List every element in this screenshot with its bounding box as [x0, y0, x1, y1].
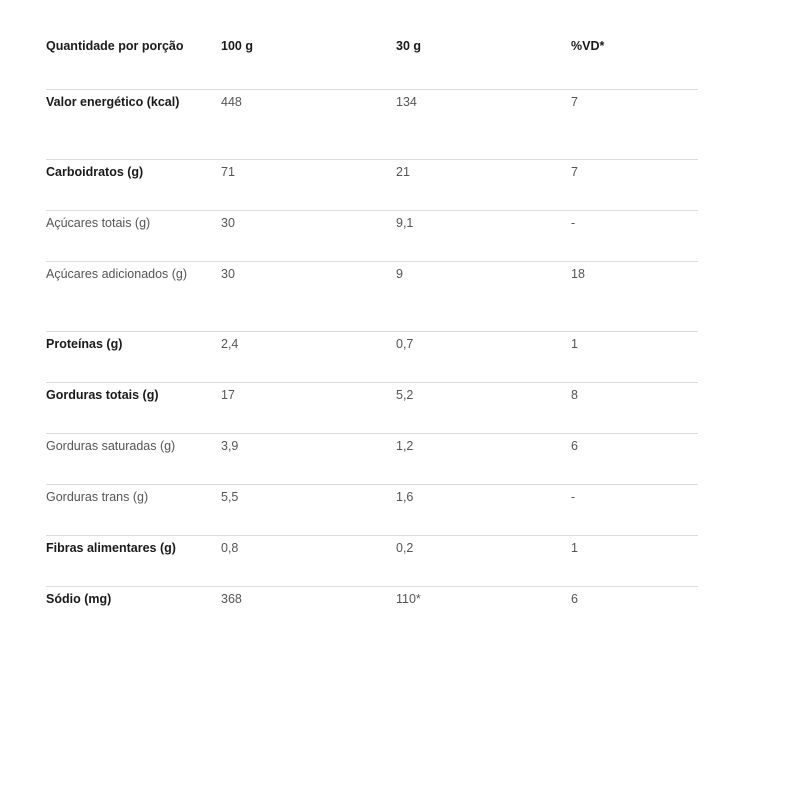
row-value-30g: 9	[396, 267, 403, 281]
row-value-30g: 0,7	[396, 337, 414, 351]
row-label: Sódio (mg)	[46, 592, 112, 606]
row-value-30g: 134	[396, 95, 417, 109]
table-row	[46, 160, 698, 211]
table-row	[46, 587, 698, 638]
row-value-30g: 9,1	[396, 216, 414, 230]
row-label: Açúcares totais (g)	[46, 216, 151, 230]
row-value-vd: 7	[571, 95, 578, 109]
row-value-vd: 6	[571, 439, 578, 453]
row-label: Gorduras trans (g)	[46, 490, 149, 504]
table-row	[46, 434, 698, 485]
row-value-vd: -	[571, 216, 576, 230]
row-value-100g: 71	[221, 165, 235, 179]
row-value-100g: 3,9	[221, 439, 239, 453]
row-value-vd: -	[571, 490, 576, 504]
table-row	[46, 332, 698, 383]
row-value-100g: 5,5	[221, 490, 239, 504]
row-value-vd: 8	[571, 388, 578, 402]
table-row	[46, 262, 698, 332]
row-value-30g: 110*	[396, 592, 421, 606]
row-label: Gorduras totais (g)	[46, 388, 159, 402]
table-row	[46, 90, 698, 160]
row-value-30g: 0,2	[396, 541, 414, 555]
row-value-100g: 368	[221, 592, 242, 606]
row-value-30g: 1,6	[396, 490, 414, 504]
header-label: Quantidade por porção	[46, 39, 184, 53]
table-header-row	[46, 34, 698, 90]
row-value-100g: 448	[221, 95, 242, 109]
row-value-100g: 2,4	[221, 337, 239, 351]
row-value-100g: 30	[221, 216, 235, 230]
row-value-30g: 21	[396, 165, 410, 179]
row-value-vd: 7	[571, 165, 578, 179]
nutrition-table	[46, 34, 698, 638]
row-value-vd: 6	[571, 592, 578, 606]
row-value-vd: 1	[571, 337, 578, 351]
row-value-30g: 1,2	[396, 439, 414, 453]
row-label: Fibras alimentares (g)	[46, 541, 176, 555]
row-value-30g: 5,2	[396, 388, 414, 402]
row-label: Carboidratos (g)	[46, 165, 144, 179]
row-label: Valor energético (kcal)	[46, 95, 180, 109]
row-label: Gorduras saturadas (g)	[46, 439, 176, 453]
row-value-100g: 17	[221, 388, 235, 402]
row-value-100g: 0,8	[221, 541, 239, 555]
table-row	[46, 211, 698, 262]
table-row	[46, 536, 698, 587]
header-30g: 30 g	[396, 39, 422, 53]
table-row	[46, 485, 698, 536]
header-100g: 100 g	[221, 39, 253, 53]
row-label: Açúcares adicionados (g)	[46, 267, 188, 281]
table-row	[46, 383, 698, 434]
row-label: Proteínas (g)	[46, 337, 123, 351]
row-value-vd: 1	[571, 541, 578, 555]
header-vd: %VD*	[571, 39, 605, 53]
row-value-100g: 30	[221, 267, 235, 281]
row-value-vd: 18	[571, 267, 585, 281]
